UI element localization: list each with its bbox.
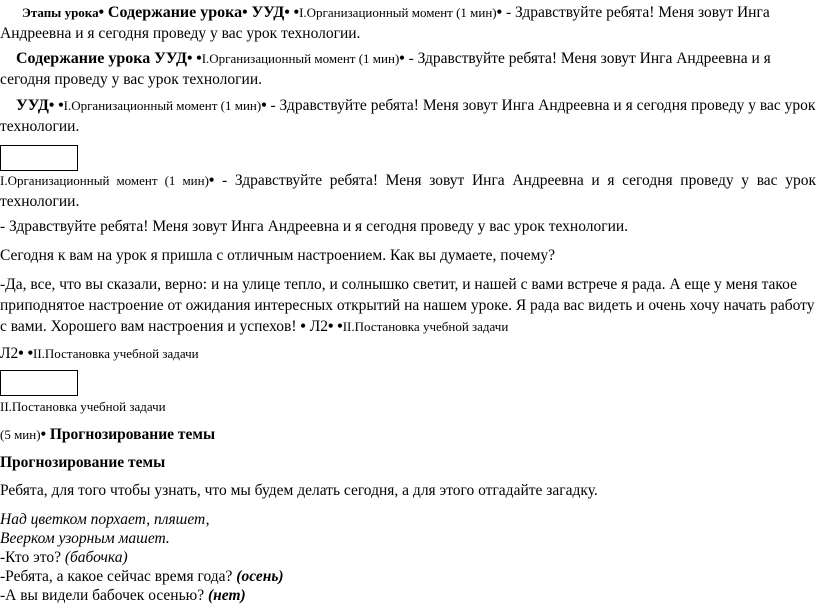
content-label: Содержание урока xyxy=(107,4,243,21)
paragraph-forecast: Прогнозирование темы xyxy=(0,454,166,471)
greeting-text: - Здравствуйте ребята! Меня зовут Инга Андреевна и я сегодня проведу у вас урок технологии. xyxy=(0,172,816,210)
bullet: • xyxy=(98,4,105,21)
bullet: • xyxy=(186,50,193,67)
paragraph-content-header xyxy=(0,48,816,90)
bullet: • xyxy=(327,318,334,335)
org-moment-label: I.Организационный момент (1 мин) xyxy=(63,98,262,113)
riddle-block xyxy=(0,510,816,605)
org-moment-label: I.Организационный момент (1 мин) xyxy=(0,173,209,188)
bullet: • xyxy=(48,97,55,114)
task-label: II.Постановка учебной задачи xyxy=(342,319,509,334)
paragraph-org-moment xyxy=(0,170,816,212)
bullet: • xyxy=(293,4,300,21)
bullet: • xyxy=(18,345,24,362)
bullet: • xyxy=(399,50,405,67)
paragraph-time-forecast xyxy=(0,424,816,445)
riddle-line-2: Веерком узорным машет. xyxy=(0,530,170,547)
riddle-question-2 xyxy=(0,567,816,586)
bullet: • xyxy=(208,172,215,189)
answer-text: (нет) xyxy=(208,587,246,604)
answer-text: (осень) xyxy=(236,568,284,585)
paragraph-greeting: - Здравствуйте ребята! Меня зовут Инга Андреевна и я сегодня проведу у вас урок технологии. xyxy=(0,218,629,235)
bullet: • xyxy=(40,426,46,443)
greeting-text: - Здравствуйте ребята! Меня зовут Инга Андреевна и я сегодня проведу у вас урок технологии. xyxy=(0,4,770,42)
mood-answer-text: -Да, все, что вы сказали, верно: и на улице тепло, и солнышко светит, и нашей с вами встрече я рада. А еще у меня такое приподнятое настроение от ожидания интересных открытий на нашем уроке. Я рада вас видеть и очень хочу начать работу с вами. Хорошего вам настроения и успехов! xyxy=(0,276,815,335)
stages-label: Этапы урока xyxy=(22,5,99,20)
uud-label: УУД xyxy=(154,50,187,67)
riddle-line-1: Над цветком порхает, пляшет, xyxy=(0,511,210,528)
riddle-question-1 xyxy=(0,548,816,567)
bullet: • xyxy=(27,345,34,362)
question-text: -Кто это? xyxy=(0,549,65,566)
bullet: • xyxy=(58,97,64,114)
question-text: -А вы видели бабочек осенью? xyxy=(0,587,208,604)
paragraph-mood-question: Сегодня к вам на урок я пришла с отличным настроением. Как вы думаете, почему? xyxy=(0,247,556,264)
greeting-text: - Здравствуйте ребята! Меня зовут Инга Андреевна и я сегодня проведу у вас урок технологии. xyxy=(0,97,816,135)
content-label: Содержание урока xyxy=(16,50,151,67)
bullet: • xyxy=(300,318,306,335)
paragraph-uud-header xyxy=(0,95,816,137)
uud-label: УУД xyxy=(251,4,285,21)
bullet: • xyxy=(337,318,343,335)
bullet: • xyxy=(284,4,290,21)
empty-cell-box xyxy=(0,370,78,396)
paragraph-mood-answer xyxy=(0,274,816,337)
paragraph-stages-header xyxy=(0,2,816,44)
bullet: • xyxy=(242,4,248,21)
bullet: • xyxy=(196,50,202,67)
answer-text: (бабочка) xyxy=(64,549,128,566)
bullet: • xyxy=(261,97,267,114)
l2-label: Л2 xyxy=(0,345,19,362)
time-label: (5 мин) xyxy=(0,427,41,442)
l2-label: Л2 xyxy=(309,318,328,335)
org-moment-label: I.Организационный момент (1 мин) xyxy=(201,51,400,66)
task-label: II.Постановка учебной задачи xyxy=(33,346,199,361)
org-moment-label: I.Организационный момент (1 мин) xyxy=(299,5,497,20)
forecast-label: Прогнозирование темы xyxy=(49,426,216,443)
paragraph-riddle-intro: Ребята, для того чтобы узнать, что мы будем делать сегодня, а для этого отгадайте загадку. xyxy=(0,482,598,499)
uud-label: УУД xyxy=(16,97,49,114)
bullet: • xyxy=(496,4,503,21)
question-text: -Ребята, а какое сейчас время года? xyxy=(0,568,237,585)
greeting-text: - Здравствуйте ребята! Меня зовут Инга Андреевна и я сегодня проведу у вас урок технологии. xyxy=(0,50,771,88)
riddle-question-3 xyxy=(0,586,816,605)
paragraph-task: II.Постановка учебной задачи xyxy=(0,399,166,414)
paragraph-l2-task xyxy=(0,343,816,364)
empty-cell-box xyxy=(0,145,78,171)
